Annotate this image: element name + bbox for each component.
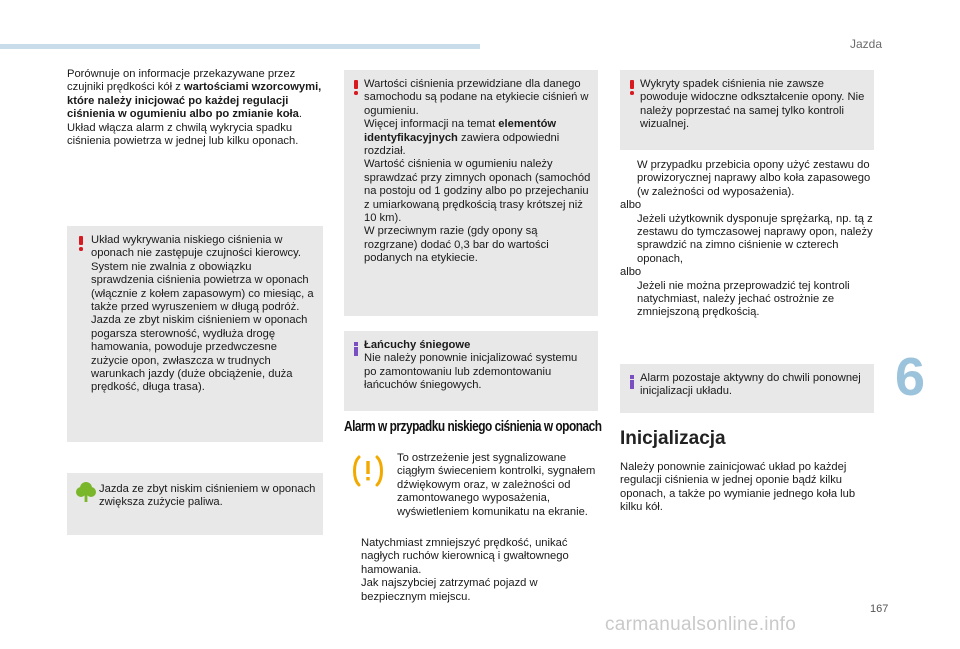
bullet-text: W przypadku przebicia opony użyć zestawu do prowizorycznej naprawy albo koła zapasowego (w zależności od wyposażenia).: [637, 159, 871, 198]
alarm-description: To ostrzeżenie jest sygnalizowane ciągłym świeceniem kontrolki, sygnałem dźwiękowym oraz, w zależności od zamontowanego wyposażenia, wyświetleniem komunikatu na ekranie.: [397, 452, 596, 518]
list-item: [344, 537, 598, 577]
intro-alarm-text: Układ włącza alarm z chwilą wykrycia spadku ciśnienia powietrza w jednej lub kilku oponach.: [67, 121, 299, 148]
or-label: albo: [620, 199, 642, 212]
watermark: carmanualsonline.info: [605, 614, 797, 635]
info-box-alarm-active: [620, 364, 874, 413]
page-number: 167: [870, 603, 889, 615]
warning-icon: [353, 80, 359, 94]
warning-box-vigilance: [67, 226, 323, 442]
intro-text: Porównuje on informacje przekazywane przez czujniki prędkości kół z: [67, 68, 296, 94]
info-icon: [629, 375, 635, 389]
warning-text: Układ wykrywania niskiego ciśnienia w oponach nie zastępuje czujności kierowcy. System nie zwalnia z obowiązku sprawdzenia ciśnienia powietrza w oponach (włącznie z kołem zapasowym) co miesiąc, a także przed wyruszeniem w długą podróż. Jazda ze zbyt niskim ciśnieniem w oponach pogarsza sterowność, wydłuża drogę hamowania, powoduje przedwczesne zużycie opon, zwłaszcza w trudnych warunkach jazdy (duże obciążenie, duża prędkość, długa trasa).: [91, 234, 314, 394]
bullet-text: Jeżeli użytkownik dysponuje sprężarką, np. tą z zestawu do tymczasowej naprawy opon, należy sprawdzić na zimno ciśnienie w czterech oponach,: [637, 212, 873, 265]
initialization-heading: Inicjalizacja: [620, 428, 726, 449]
header-accent-bar: [0, 44, 480, 49]
info-icon: [353, 342, 359, 356]
warning-box-visual-check: [620, 70, 874, 150]
intro-bold-text: wartościami wzorcowymi, które należy inicjować po każdej regulacji ciśnienia w ogumieniu albo po zmianie koła: [67, 81, 322, 121]
warning-box-pressure-values: [344, 70, 598, 316]
info-box-snow-chains: [344, 331, 598, 411]
intro-paragraph: [67, 68, 325, 148]
tree-leaf-icon: [76, 481, 96, 503]
list-item: [620, 213, 876, 267]
eco-box: [67, 473, 323, 535]
bullet-text: Natychmiast zmniejszyć prędkość, unikać nagłych ruchów kierownicą i gwałtownego hamowania.: [361, 537, 569, 576]
snow-chains-title: Łańcuchy śniegowe: [364, 339, 471, 351]
list-item: [620, 280, 876, 320]
puncture-instructions: [620, 159, 876, 320]
alarm-heading: Alarm w przypadku niskiego ciśnienia w oponach: [344, 419, 602, 435]
pressure-text-b: zawiera odpowiedni rozdział. Wartość ciśnienia w ogumieniu należy sprawdzać przy zimnych oponach (samochód na postoju od 1 godziny albo po przejechaniu z umiarkowaną prędkością trasy krótszej niż 10 km). W przeciwnym razie (gdy opony są rozgrzane) dodać 0,3 bar do wartości podanych na etykiecie.: [364, 131, 591, 265]
tire-pressure-warning-icon: [350, 453, 386, 489]
bullet-text: Jeżeli nie można przeprowadzić tej kontroli natychmiast, należy jechać ostrożnie ze zmniejszoną prędkością.: [637, 279, 850, 319]
intro-punct: .: [298, 108, 302, 121]
warning-icon: [629, 80, 635, 94]
snow-chains-content: [364, 339, 592, 393]
pressure-values-text: [364, 78, 592, 266]
alarm-bullets: [344, 537, 598, 604]
pressure-text-bold: elementów identyfikacyjnych: [364, 118, 557, 144]
list-item: [620, 159, 876, 199]
pressure-text-a: Wartości ciśnienia przewidziane dla danego samochodu są podane na etykiecie ciśnień w ogumieniu. Więcej informacji na temat: [364, 78, 589, 131]
chapter-number: 6: [895, 347, 926, 407]
list-item: [344, 577, 598, 604]
visual-check-text: Wykryty spadek ciśnienia nie zawsze powoduje widoczne odkształcenie opony. Nie należy poprzestać na samej tylko kontroli wizualnej.: [640, 78, 865, 131]
section-title: Jazda: [849, 37, 882, 51]
warning-icon: [78, 236, 84, 250]
snow-chains-text: Nie należy ponownie inicjalizować systemu po zamontowaniu lub zdemontowaniu łańcuchów śniegowych.: [364, 352, 578, 392]
eco-text: Jazda ze zbyt niskim ciśnieniem w oponach zwiększa zużycie paliwa.: [99, 483, 316, 509]
bullet-text: Jak najszybciej zatrzymać pojazd w bezpiecznym miejscu.: [361, 577, 538, 603]
initialization-text: Należy ponownie zainicjować układ po każdej regulacji ciśnienia w jednej oponie bądź kilku oponach, a także po wymianie jednego koła lub kilku kół.: [620, 461, 856, 514]
alarm-active-text: Alarm pozostaje aktywny do chwili ponownej inicjalizacji układu.: [640, 372, 861, 398]
or-label: albo: [620, 266, 642, 279]
